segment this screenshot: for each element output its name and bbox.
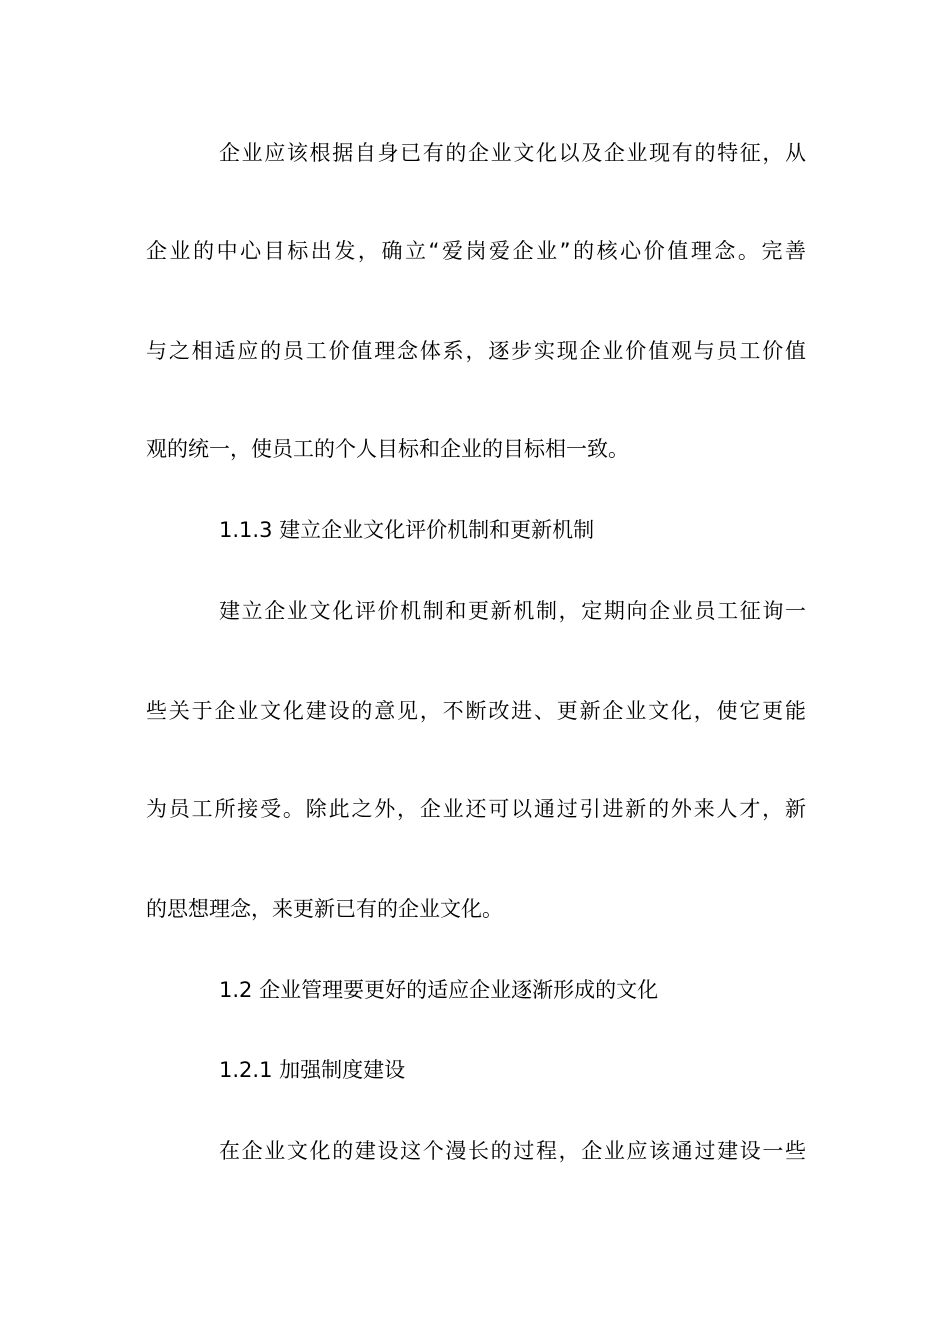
section-heading-1-2: 1.2 企业管理要更好的适应企业逐渐形成的文化 (219, 978, 659, 1002)
paragraph-2-line-2: 些关于企业文化建设的意见，不断改进、更新企业文化，使它更能 (146, 699, 806, 723)
paragraph-1-line-2: 企业的中心目标出发，确立“爱岗爱企业”的核心价值理念。完善 (146, 239, 806, 263)
paragraph-2-line-4: 的思想理念，来更新已有的企业文化。 (146, 897, 503, 921)
section-heading-1-2-1: 1.2.1 加强制度建设 (219, 1058, 406, 1082)
paragraph-1-line-3: 与之相适应的员工价值理念体系，逐步实现企业价值观与员工价值 (146, 339, 806, 363)
paragraph-2-line-3: 为员工所接受。除此之外，企业还可以通过引进新的外来人才，新 (146, 797, 806, 821)
section-heading-1-1-3: 1.1.3 建立企业文化评价机制和更新机制 (219, 518, 595, 542)
paragraph-2-line-1: 建立企业文化评价机制和更新机制，定期向企业员工征询一 (219, 599, 806, 623)
paragraph-3-line-1: 在企业文化的建设这个漫长的过程，企业应该通过建设一些 (219, 1139, 806, 1163)
paragraph-1-line-1: 企业应该根据自身已有的企业文化以及企业现有的特征，从 (219, 141, 806, 165)
paragraph-1-line-4: 观的统一，使员工的个人目标和企业的目标相一致。 (146, 437, 629, 461)
